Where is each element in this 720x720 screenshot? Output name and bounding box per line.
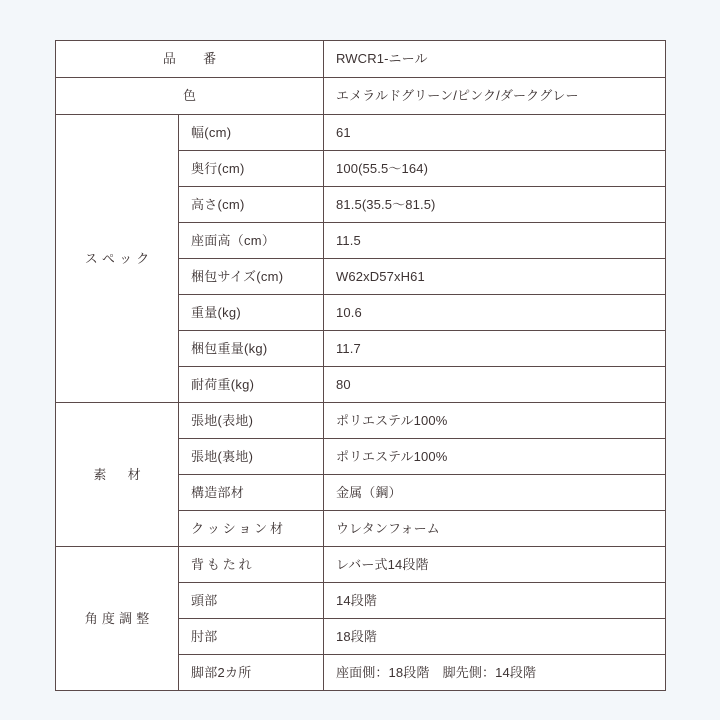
item-label-leg-two-points: 脚部2カ所 [179, 655, 324, 691]
product-specification-table [55, 40, 666, 691]
item-label-upholstery-face: 張地(表地) [179, 403, 324, 439]
item-value-seat-height: 11.5 [324, 223, 666, 259]
row-label-product-number: 品 番 [56, 41, 324, 78]
row-value-color: エメラルドグリーン/ピンク/ダークグレー [324, 78, 666, 115]
group-label-angle-adjustment: 角度調整 [56, 547, 179, 691]
item-value-depth: 100(55.5〜164) [324, 151, 666, 187]
item-label-package-weight: 梱包重量(kg) [179, 331, 324, 367]
item-label-backrest: 背もたれ [179, 547, 324, 583]
table-row [56, 115, 666, 151]
item-label-structural-parts: 構造部材 [179, 475, 324, 511]
table-row [56, 78, 666, 115]
row-value-product-number: RWCR1-ニール [324, 41, 666, 78]
item-value-height: 81.5(35.5〜81.5) [324, 187, 666, 223]
table-body [56, 41, 666, 691]
item-label-depth: 奥行(cm) [179, 151, 324, 187]
item-value-upholstery-face: ポリエステル100% [324, 403, 666, 439]
item-value-package-weight: 11.7 [324, 331, 666, 367]
group-label-spec: スペック [56, 115, 179, 403]
item-value-load-capacity: 80 [324, 367, 666, 403]
item-value-weight: 10.6 [324, 295, 666, 331]
item-label-armrest: 肘部 [179, 619, 324, 655]
item-label-upholstery-back: 張地(裏地) [179, 439, 324, 475]
item-label-headrest: 頭部 [179, 583, 324, 619]
item-value-width: 61 [324, 115, 666, 151]
table-row [56, 547, 666, 583]
item-label-cushion-material: クッション材 [179, 511, 324, 547]
item-value-structural-parts: 金属（鋼） [324, 475, 666, 511]
item-label-package-size: 梱包サイズ(cm) [179, 259, 324, 295]
item-label-load-capacity: 耐荷重(kg) [179, 367, 324, 403]
item-value-backrest: レバー式14段階 [324, 547, 666, 583]
item-label-height: 高さ(cm) [179, 187, 324, 223]
table-row [56, 403, 666, 439]
item-label-seat-height: 座面高（cm） [179, 223, 324, 259]
table-row [56, 41, 666, 78]
item-value-armrest: 18段階 [324, 619, 666, 655]
item-label-weight: 重量(kg) [179, 295, 324, 331]
item-value-upholstery-back: ポリエステル100% [324, 439, 666, 475]
row-label-color: 色 [56, 78, 324, 115]
item-label-width: 幅(cm) [179, 115, 324, 151]
item-value-package-size: W62xD57xH61 [324, 259, 666, 295]
group-label-material: 素 材 [56, 403, 179, 547]
item-value-leg-two-points: 座面側：18段階 脚先側：14段階 [324, 655, 666, 691]
item-value-cushion-material: ウレタンフォーム [324, 511, 666, 547]
item-value-headrest: 14段階 [324, 583, 666, 619]
